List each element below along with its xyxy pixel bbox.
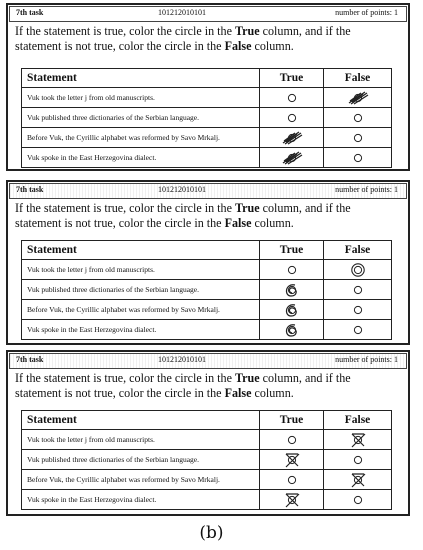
instruction-part: column, and if the — [259, 24, 351, 38]
instruction-false-word: False — [224, 39, 252, 53]
instruction-true-word: True — [234, 201, 260, 215]
mark-cross-icon — [343, 471, 373, 489]
statement-text: Vuk published three dictionaries of the Serbian language. — [22, 450, 260, 470]
mark-scribble-icon — [343, 89, 373, 107]
false-answer-circle[interactable] — [324, 260, 392, 280]
task-panel-1 — [6, 3, 410, 171]
true-answer-circle[interactable] — [260, 88, 324, 108]
column-header-true: True — [260, 241, 324, 260]
instruction-part: If the statement is true, color the circle in the — [15, 201, 235, 215]
mark-cross-icon — [343, 431, 373, 449]
mark-empty-icon — [277, 261, 307, 279]
false-answer-circle[interactable] — [324, 300, 392, 320]
statements-table — [21, 410, 392, 510]
true-answer-circle[interactable] — [260, 470, 324, 490]
false-answer-circle[interactable] — [324, 128, 392, 148]
instruction-text — [15, 371, 401, 401]
instruction-part: column, and if the — [259, 201, 351, 215]
statement-text: Before Vuk, the Cyrillic alphabet was reformed by Savo Mrkalj. — [22, 300, 260, 320]
figure-caption: (b) — [199, 523, 224, 543]
column-header-true: True — [260, 411, 324, 430]
statements-table — [21, 240, 392, 340]
mark-scribble-icon — [277, 149, 307, 167]
mark-empty-icon — [277, 471, 307, 489]
instruction-part: If the statement is true, color the circle in the — [15, 24, 235, 38]
mark-empty-icon — [343, 491, 373, 509]
mark-empty-icon — [277, 431, 307, 449]
instruction-true-word: True — [234, 24, 260, 38]
instruction-part: statement is not true, color the circle in the — [15, 216, 225, 230]
statement-text: Vuk took the letter j from old manuscripts. — [22, 430, 260, 450]
table-row — [22, 320, 392, 340]
true-answer-circle[interactable] — [260, 108, 324, 128]
mark-empty-icon — [343, 301, 373, 319]
false-answer-circle[interactable] — [324, 88, 392, 108]
mark-loop-icon — [277, 281, 307, 299]
table-row — [22, 450, 392, 470]
true-answer-circle[interactable] — [260, 450, 324, 470]
statement-text: Vuk spoke in the East Herzegovina dialect. — [22, 320, 260, 340]
table-row — [22, 300, 392, 320]
instruction-part: column, and if the — [259, 371, 351, 385]
task-label: 7th task — [16, 185, 44, 194]
statements-table — [21, 68, 392, 168]
mark-empty-icon — [343, 149, 373, 167]
mark-cross-icon — [277, 451, 307, 469]
false-answer-circle[interactable] — [324, 450, 392, 470]
true-answer-circle[interactable] — [260, 280, 324, 300]
column-header-false: False — [324, 69, 392, 88]
instruction-text — [15, 201, 401, 231]
task-code: 101212010101 — [158, 355, 206, 364]
task-panel-2 — [6, 180, 410, 345]
table-row — [22, 88, 392, 108]
points-label: number of points: 1 — [335, 8, 398, 17]
mark-empty-icon — [343, 129, 373, 147]
mark-scribble-icon — [277, 129, 307, 147]
statement-text: Before Vuk, the Cyrillic alphabet was reformed by Savo Mrkalj. — [22, 128, 260, 148]
false-answer-circle[interactable] — [324, 108, 392, 128]
panel-header — [9, 6, 407, 22]
column-header-statement: Statement — [22, 241, 260, 260]
mark-loop-icon — [277, 321, 307, 339]
true-answer-circle[interactable] — [260, 490, 324, 510]
task-label: 7th task — [16, 8, 44, 17]
column-header-false: False — [324, 241, 392, 260]
false-answer-circle[interactable] — [324, 490, 392, 510]
table-row — [22, 128, 392, 148]
statement-text: Vuk published three dictionaries of the Serbian language. — [22, 280, 260, 300]
instruction-part: column. — [251, 386, 294, 400]
table-row — [22, 260, 392, 280]
instruction-part: column. — [251, 216, 294, 230]
true-answer-circle[interactable] — [260, 260, 324, 280]
table-row — [22, 470, 392, 490]
task-code: 101212010101 — [158, 185, 206, 194]
mark-empty-icon — [277, 109, 307, 127]
mark-empty-icon — [343, 281, 373, 299]
true-answer-circle[interactable] — [260, 128, 324, 148]
table-row — [22, 430, 392, 450]
instruction-false-word: False — [224, 386, 252, 400]
true-answer-circle[interactable] — [260, 430, 324, 450]
instruction-text — [15, 24, 401, 54]
task-panel-3 — [6, 350, 410, 516]
mark-loop-icon — [277, 301, 307, 319]
column-header-statement: Statement — [22, 69, 260, 88]
instruction-part: If the statement is true, color the circle in the — [15, 371, 235, 385]
table-row — [22, 280, 392, 300]
statement-text: Vuk spoke in the East Herzegovina dialect. — [22, 148, 260, 168]
statement-text: Vuk took the letter j from old manuscripts. — [22, 88, 260, 108]
mark-empty-icon — [343, 109, 373, 127]
true-answer-circle[interactable] — [260, 148, 324, 168]
statement-text: Before Vuk, the Cyrillic alphabet was reformed by Savo Mrkalj. — [22, 470, 260, 490]
mark-empty-icon — [343, 451, 373, 469]
task-code: 101212010101 — [158, 8, 206, 17]
table-row — [22, 148, 392, 168]
instruction-part: column. — [251, 39, 294, 53]
true-answer-circle[interactable] — [260, 300, 324, 320]
table-row — [22, 108, 392, 128]
instruction-part: statement is not true, color the circle in the — [15, 39, 225, 53]
task-label: 7th task — [16, 355, 44, 364]
false-answer-circle[interactable] — [324, 148, 392, 168]
false-answer-circle[interactable] — [324, 320, 392, 340]
instruction-part: statement is not true, color the circle in the — [15, 386, 225, 400]
table-row — [22, 490, 392, 510]
false-answer-circle[interactable] — [324, 470, 392, 490]
column-header-false: False — [324, 411, 392, 430]
column-header-statement: Statement — [22, 411, 260, 430]
mark-empty-icon — [277, 89, 307, 107]
mark-cross-icon — [277, 491, 307, 509]
statement-text: Vuk published three dictionaries of the Serbian language. — [22, 108, 260, 128]
panel-header — [9, 183, 407, 199]
true-answer-circle[interactable] — [260, 320, 324, 340]
false-answer-circle[interactable] — [324, 280, 392, 300]
points-label: number of points: 1 — [335, 355, 398, 364]
statement-text: Vuk took the letter j from old manuscripts. — [22, 260, 260, 280]
mark-empty-icon — [343, 321, 373, 339]
column-header-true: True — [260, 69, 324, 88]
mark-double-circle-icon — [343, 261, 373, 279]
false-answer-circle[interactable] — [324, 430, 392, 450]
instruction-true-word: True — [234, 371, 260, 385]
points-label: number of points: 1 — [335, 185, 398, 194]
statement-text: Vuk spoke in the East Herzegovina dialect. — [22, 490, 260, 510]
panel-header — [9, 353, 407, 369]
instruction-false-word: False — [224, 216, 252, 230]
